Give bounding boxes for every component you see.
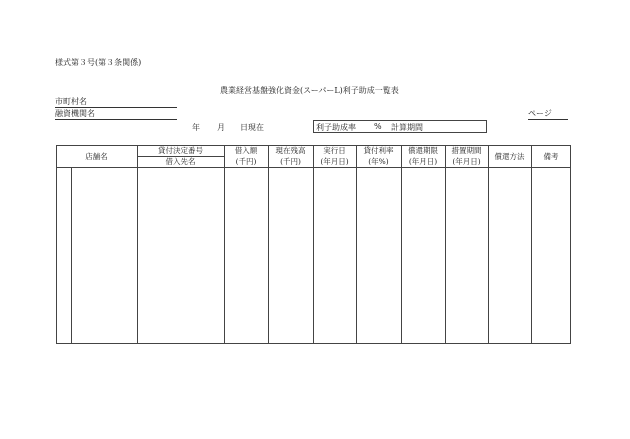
date-as-of: 日現在	[240, 123, 264, 132]
document-title: 農業経営基盤強化資金(スーパーL)利子助成一覧表	[220, 86, 399, 95]
rate-label: 利子助成率	[316, 123, 356, 132]
col-store: 店舗名	[85, 151, 108, 161]
col-exec-date: 実行日	[323, 146, 346, 155]
date-month: 月	[217, 123, 225, 132]
rate-percent: %	[374, 122, 382, 131]
municipality-field: 市町村名	[55, 96, 177, 108]
col-notes: 備考	[543, 151, 559, 161]
col-method: 償還方法	[494, 151, 525, 161]
col-rate-unit: (年%)	[368, 157, 389, 166]
institution-field: 融資機関名	[55, 108, 177, 120]
date-year: 年	[192, 123, 200, 132]
col-loan-number: 貸付決定番号	[158, 146, 203, 155]
col-due-unit: (年月日)	[408, 157, 438, 166]
col-amount-unit: (千円)	[235, 157, 257, 166]
page-field: ページ	[528, 108, 568, 120]
col-exec-date-unit: (年月日)	[320, 157, 349, 166]
col-balance-unit: (千円)	[280, 157, 301, 166]
col-borrower: 借入先名	[165, 157, 196, 166]
period-label: 計算期間	[391, 123, 423, 132]
rate-box	[313, 120, 487, 133]
col-amount: 借入額	[234, 146, 258, 155]
col-grace-unit: (年月日)	[452, 157, 481, 166]
col-due: 償還期限	[408, 146, 438, 155]
col-grace: 措置期間	[451, 146, 482, 155]
col-rate: 貸付利率	[363, 146, 394, 155]
col-balance: 現在残高	[275, 146, 306, 155]
form-label: 様式第３号(第３条関係)	[55, 58, 142, 67]
